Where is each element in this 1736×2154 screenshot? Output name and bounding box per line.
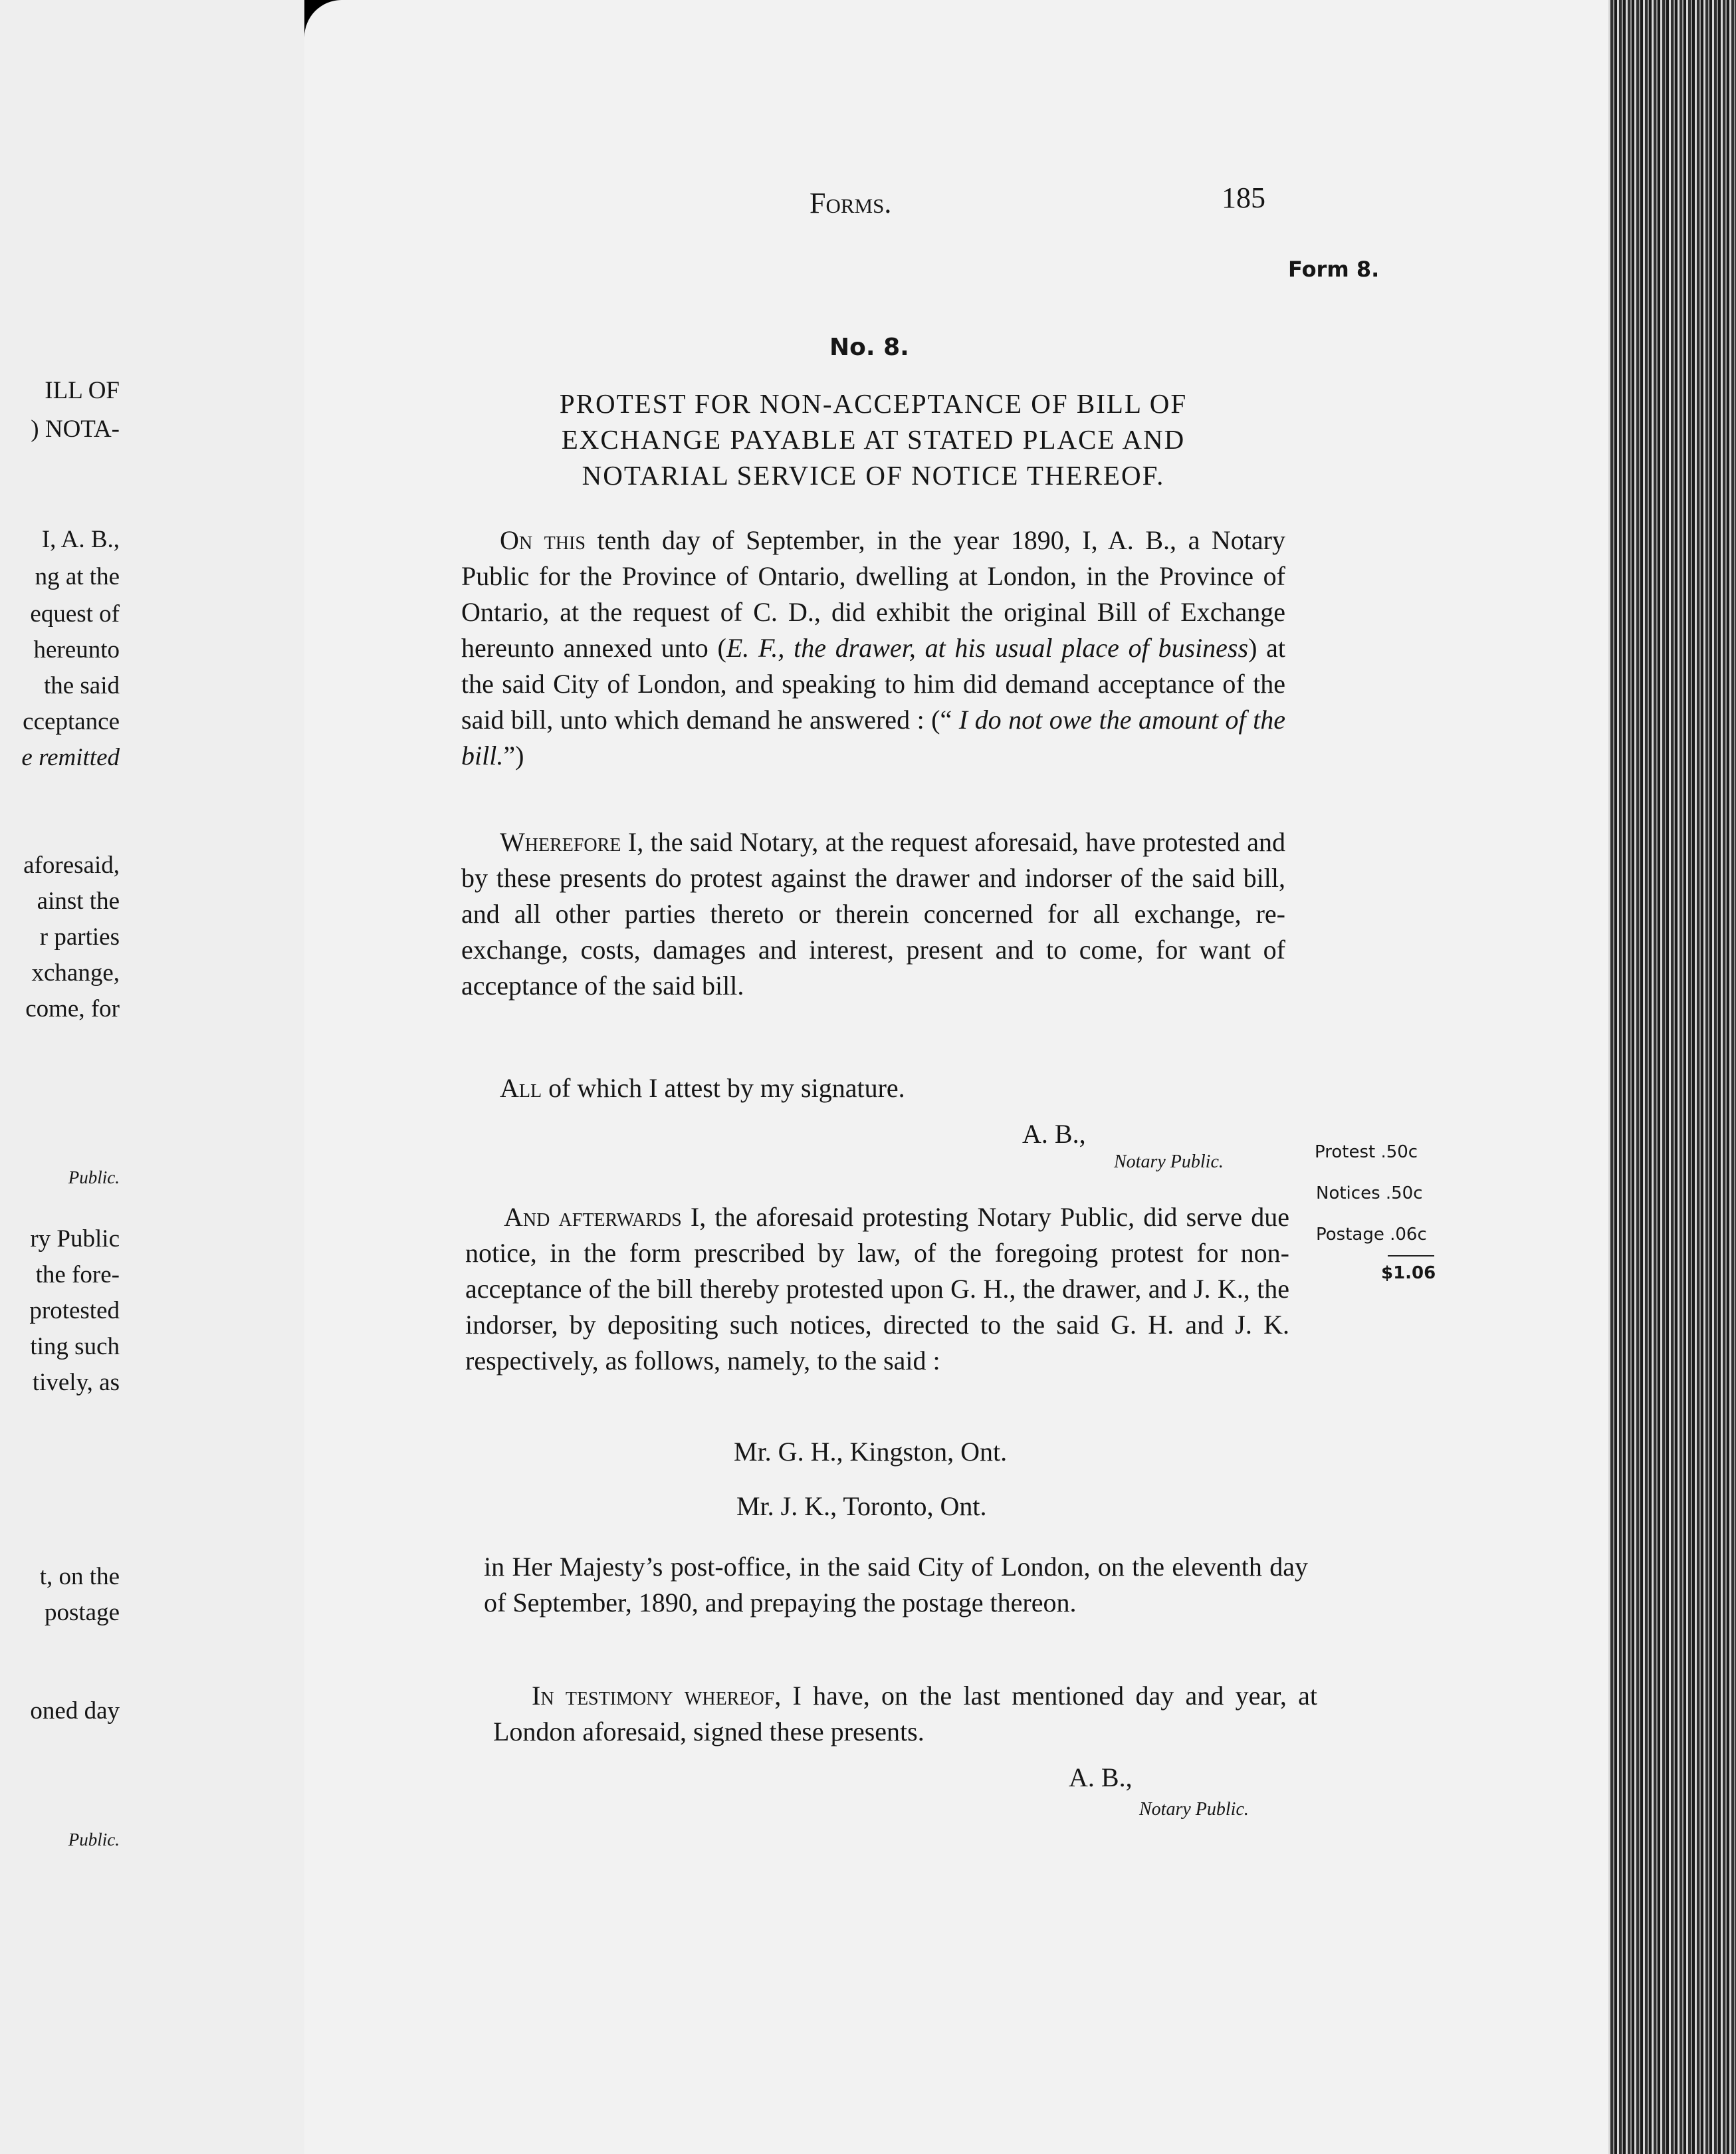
lead-words: On this: [500, 525, 586, 555]
left-line: oned day: [30, 1697, 120, 1725]
form-label: Form 8.: [1288, 257, 1380, 282]
left-line: ng at the: [35, 563, 120, 590]
fee-protest: Protest .50c: [1315, 1142, 1418, 1162]
paragraph-post-office: [484, 1549, 1308, 1621]
signature-name: A. B.,: [1022, 1119, 1086, 1149]
lead-words: All: [500, 1073, 542, 1103]
left-line: Public.: [68, 1167, 120, 1187]
italic-text: E. F., the drawer, at his usual place of business: [726, 633, 1249, 663]
title-line: PROTEST FOR NON-ACCEPTANCE OF BILL OF: [559, 388, 1188, 419]
left-line: ainst the: [37, 888, 120, 915]
left-line: xchange,: [31, 959, 120, 987]
left-line: ) NOTA-: [31, 416, 120, 443]
left-line: hereunto: [33, 636, 120, 663]
text: ) at the said City of London, and speaking to him did demand acceptance of the said bill, unto which demand he answered : (“: [461, 633, 1286, 735]
paragraph-testimony: [493, 1678, 1317, 1750]
text: I, the aforesaid protesting Notary Public, did serve due notice, in the form prescribed by law, of the foregoing protest for non-acceptance of the bill thereby protested upon G. H., the drawer, and J. K., the indorser, by depositing such notices, directed to the said G. H. and J. K. respectively, as follows, namely, to the said :: [465, 1202, 1289, 1376]
fee-notices: Notices .50c: [1316, 1183, 1423, 1203]
text: tenth day of September, in the year 1890, I, A. B., a Notary Public for the Province of Ontario, dwelling at London, in the Province of Ontario, at the request of C. D., did exhibit the original Bill of Exchange hereunto annexed unto (: [461, 525, 1285, 663]
left-line: r parties: [39, 923, 120, 951]
left-line: the said: [43, 672, 120, 699]
signature-title: Notary Public.: [1139, 1799, 1249, 1820]
left-page: [0, 0, 304, 2154]
text: ”): [503, 741, 524, 771]
paragraph-service: [465, 1199, 1289, 1379]
left-line: t, on the: [39, 1563, 120, 1590]
book-page-edges: [1608, 0, 1736, 2154]
left-line: protested: [29, 1297, 120, 1324]
left-line: I, A. B.,: [41, 526, 120, 553]
signature-title: Notary Public.: [1114, 1151, 1224, 1172]
left-line: cceptance: [23, 708, 120, 735]
paragraph-attest: [461, 1070, 1285, 1106]
lead-words: In testimony whereof,: [532, 1681, 782, 1711]
lead-words: And afterwards: [504, 1202, 682, 1232]
title-line: NOTARIAL SERVICE OF NOTICE THEREOF.: [582, 460, 1165, 491]
paragraph-wherefore: [461, 824, 1285, 1004]
left-line: ry Public: [30, 1225, 120, 1253]
left-line: come, for: [25, 995, 120, 1022]
right-page: [304, 0, 1637, 2154]
address-jk: Mr. J. K., Toronto, Ont.: [736, 1491, 987, 1521]
left-line: postage: [44, 1599, 120, 1626]
lead-words: Wherefore: [500, 827, 621, 857]
left-line: tively, as: [32, 1369, 120, 1396]
address-gh: Mr. G. H., Kingston, Ont.: [734, 1437, 1008, 1467]
text: I, the said Notary, at the request aforesaid, have protested and by these presents do protest against the drawer and indorser of the said bill, and all other parties thereto or therein concerned for all exchange, re-exchange, costs, damages and interest, present and to come, for want of acceptance of the said bill.: [461, 827, 1285, 1001]
left-line: equest of: [30, 600, 120, 628]
paragraph-protest: [461, 523, 1285, 774]
form-number: No. 8.: [829, 334, 909, 361]
title-line: EXCHANGE PAYABLE AT STATED PLACE AND: [561, 424, 1186, 455]
fee-rule: [1388, 1255, 1434, 1256]
fee-total: $1.06: [1381, 1263, 1436, 1283]
fee-postage: Postage .06c: [1316, 1225, 1427, 1245]
left-line: Public.: [68, 1830, 120, 1850]
form-title: [461, 386, 1285, 493]
left-line: aforesaid,: [23, 852, 120, 879]
page-number: 185: [1222, 181, 1265, 214]
italic-text: I do not owe the amount of the bill.: [461, 705, 1285, 771]
text: I have, on the last mentioned day and year, at London aforesaid, signed these presents.: [493, 1681, 1317, 1746]
signature-name: A. B.,: [1069, 1762, 1133, 1792]
left-line: e remitted: [21, 744, 120, 771]
left-line: the fore-: [35, 1261, 120, 1288]
left-line: ILL OF: [45, 377, 120, 404]
text: of which I attest by my signature.: [542, 1073, 905, 1103]
running-title: Forms.: [810, 187, 892, 219]
text: in Her Majesty’s post-office, in the said City of London, on the eleventh day of September, 1890, and prepaying the postage thereon.: [484, 1552, 1308, 1617]
left-line: ting such: [30, 1333, 120, 1360]
